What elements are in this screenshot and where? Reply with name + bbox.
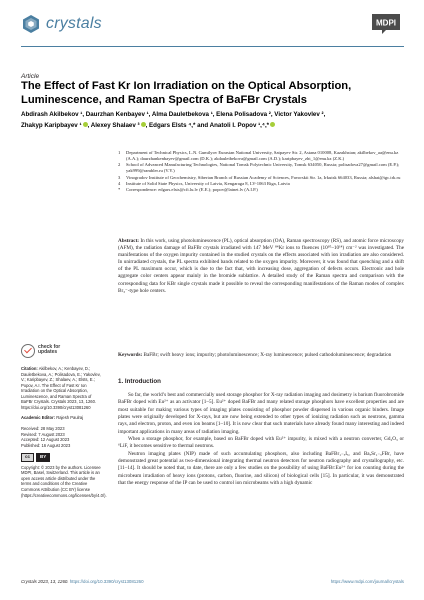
citation-text: Akilbekov, A.; Kenbayev, D.; Dauletbekova, A.; Polisadova, E.; Yakovlev, V.; Karipbayev, Z.; Shalaev, A.; Elsts, E.; Popov, A.I. The Effect of Fast Kr Ion Irradiation on the Optical Absorption, Luminescence, and Raman Spectra of BaFBr Crystals. Crystals 2023, 13, 1260. https://doi.org/10.3390/cryst13081260 [21, 366, 101, 410]
cc-badge: cc [21, 453, 34, 462]
revised-date: Revised: 7 August 2023 [21, 431, 65, 437]
affiliation-text: Vinogradov Institute of Geochemistry, Siberian Branch of Russian Academy of Sciences, Favorskii Str. 1a, Irkutsk 664033, Russia; alshai@igc.irk.ru [126, 174, 401, 180]
abstract-text: In this work, using photoluminescence (PL), optical absorption (OA), Raman spectroscopy (RS), and atomic force microscopy (AFM), the radiation damage of BaFBr crystals irradiated with 147 MeV ⁸⁴Kr ions to fluences (10¹⁰–10¹⁴) cm⁻² was investigated. The manifestations of the oxygen impurity contained in the studied crystals on the effects associated with ion irradiation are also considered. In unirradiated crystals, the PL spectra exhibited bands related to the oxygen impurity. Moreover, it was found that quenching and a shift of the PL maximum occur, which is due to the fact that, with increasing dose, aggregation of defects occurs. Electronic and hole aggregate color centers appear mainly in the bromide sublattice. A detailed study of the Raman spectra and comparison with the corresponding data for KBr single crystals made it possible to reveal the corresponding manifestations of the Raman modes of complex Br₃⁻-type hole centers. [118, 238, 404, 294]
keywords-text: BaFBr; swift heavy ions; impurity; photoluminescence; X-ray luminescence; pulsed cathodoluminescence; degradation [143, 352, 392, 358]
copyright: Copyright: © 2023 by the authors. Licensee MDPI, Basel, Switzerland. This article is an open access article distributed under the terms and conditions of the Creative Commons Attribution (CC BY) license (https://creativecommons.org/licenses/by/4.0/). [21, 464, 107, 498]
affiliations [118, 150, 404, 193]
keywords-label: Keywords: [118, 352, 143, 358]
check-for-updates-button[interactable] [21, 343, 76, 361]
journal-site-link[interactable]: https://www.mdpi.com/journal/crystals [330, 579, 404, 584]
accepted-date: Accepted: 12 August 2023 [21, 437, 70, 443]
affiliation-number: 4 [118, 180, 121, 186]
editor-name: Rajesh Paulraj [56, 415, 84, 421]
affiliation-number: * [118, 186, 121, 192]
footer-citation: Crystals 2023, 13, 1260. https://doi.org/10.3390/cryst13081260 [21, 579, 144, 584]
author-list [21, 110, 404, 131]
intro-paragraph: So far, the world’s best and commercially used storage phosphor for X-ray radiation imaging and dosimetry is barium fluorobromide BaFBr doped with Eu²⁺ as an activator [1–5]. Eu²⁺ doped BaFBr and many related storage phosphors have excellent properties and are most suitable for making various types of imaging plates consisting of phosphor powder dispersed in various organic binders. Image plates were originally developed for X-rays, but are now being extended to other types of ionizing radiation such as neutrons, gamma rays, and electron, proton, and even ion beams [1–10]. It is now clear that such materials have already found many interesting and indeed important applications in many areas of radiation imaging. [118, 392, 404, 435]
dates [21, 426, 101, 448]
journal-name: crystals [46, 15, 102, 32]
affiliation-text: Correspondence: edgars.elsts@cfi.lu.lv (E.E.); popov@latnet.lv (A.I.P.) [126, 186, 258, 192]
affiliation-text: Department of Technical Physics, L.N. Gumilyov Eurasian National University, Satpayev Str. 2, Astana 010008, Kazakhstan; akilbekov_aa@enu.kz (A.A.); daurzhankenbayev@gmail.com (D.K.); akdauletbekova@gmail.com (A.D.); karipbayev_zht_1@enu.kz (Z.K.) [126, 150, 399, 162]
affiliation-text: School of Advanced Manufacturing Technologies, National Tomsk Polytechnic University, Tomsk 634050, Russia; polisadova27@gmail.com (E.P.); yak999@rambler.ru (V.Y.) [126, 162, 400, 174]
affiliation-text: Institute of Solid State Physics, University of Latvia, Kengaraga 8, LV-1063 Riga, Latvia [126, 180, 290, 186]
journal-logo[interactable] [21, 11, 131, 41]
affiliation-item [118, 150, 404, 162]
orcid-icon[interactable] [270, 122, 275, 127]
affiliation-number: 2 [118, 162, 121, 168]
mdpi-logo-icon[interactable] [368, 11, 404, 35]
author-elsts[interactable]: , Edgars Elsts ⁴,* [145, 121, 196, 129]
author-karipbayev[interactable]: Zhakyp Karipbayev ¹ [21, 121, 82, 129]
editor-label: Academic Editor: [21, 415, 56, 421]
sidebar [21, 366, 107, 503]
intro-paragraph: Neutron imaging plates (NIP) made of such accumulating phosphors, also including BaFBr₁₋ₓIₓ, and BaₓSr₁₋ₓFBr, have demonstrated great potential as two-dimensional integrating thermal neutron detectors for neutron radiography and crystallography, etc. [11–14]. It should be noted that, to date, there are only a few studies on the possibility of using BaFBr:Eu²⁺ for ion counting during the microbeam irradiation of heavy ions (protons, carbon, fluorine, and silicon) of biological cells [15]. In particular, it was demonstrated that the energy response of the IP can be used to control ion microbeams with a high dynamic [118, 450, 404, 487]
citation-block [21, 366, 101, 410]
keywords [118, 352, 404, 359]
affiliation-number: 3 [118, 174, 121, 180]
abstract [118, 238, 404, 295]
authors-line-1: Abdirash Akilbekov ¹, Daurzhan Kenbayev ¹, Alma Dauletbekova ¹, Elena Polisadova ², Victor Yakovlev ², [21, 111, 326, 118]
by-badge: BY [36, 453, 50, 462]
author-shalaev[interactable]: , Alexey Shalaev ³ [87, 121, 140, 129]
header-rule [21, 46, 404, 47]
received-date: Received: 28 May 2023 [21, 425, 65, 431]
section-heading-introduction: 1. Introduction [118, 378, 161, 385]
published-date: Published: 16 August 2023 [21, 442, 71, 448]
page-title: The Effect of Fast Kr Ion Irradiation on the Optical Absorption, Luminescence, and Raman Spectra of BaFBr Crystals [21, 80, 352, 106]
intro-paragraph: When a storage phosphor, for example, based on BaFBr doped with Eu²⁺ impurity, is mixed with a neutron converter, Gd₂O₃ or ⁶LiF, it becomes sensitive to thermal neutrons. [118, 436, 404, 450]
check-updates-icon [21, 344, 35, 358]
citation-label: Citation: [21, 366, 38, 371]
cc-by-license-icon[interactable] [21, 453, 50, 462]
doi-link[interactable]: https://doi.org/10.3390/cryst13081260 [69, 579, 144, 584]
authors-line-2 [21, 121, 404, 132]
page-footer [21, 579, 404, 584]
correspondence [118, 187, 404, 193]
affiliation-item [118, 162, 404, 174]
hexagon-crystal-icon [21, 14, 41, 34]
affiliation-number: 1 [118, 150, 121, 155]
check-updates-label: check for updates [38, 344, 61, 356]
article-type: Article [21, 73, 40, 80]
abstract-label: Abstract: [118, 238, 140, 244]
publisher-logo-text: MDPI [376, 18, 396, 28]
introduction-body [118, 392, 404, 487]
academic-editor [21, 415, 101, 421]
author-popov[interactable]: and Anatoli I. Popov ¹,⁴,* [195, 121, 270, 129]
